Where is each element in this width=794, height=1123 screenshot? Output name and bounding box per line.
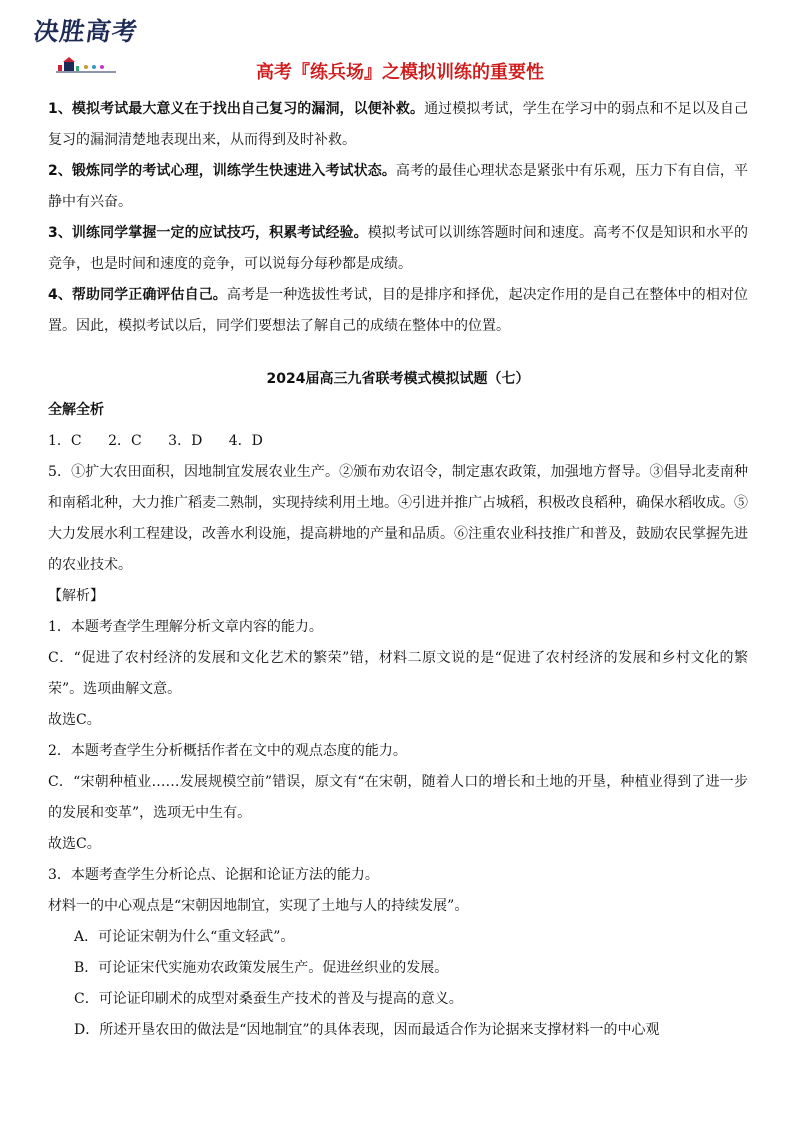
exam-title: 2024届高三九省联考模式模拟试题（七）: [266, 371, 530, 387]
analysis-label: 【解析】: [48, 588, 104, 604]
analysis-line: 3．本题考查学生分析论点、论据和论证方法的能力。: [48, 867, 379, 883]
point-3: [48, 218, 748, 280]
point-4: [48, 280, 748, 342]
analysis-line: 材料一的中心观点是“宋朝因地制宜，实现了土地与人的持续发展”。: [48, 898, 469, 914]
q5-answer: 5．①扩大农田面积，因地制宜发展农业生产。②颁布劝农诏令，制定惠农政策，加强地方督导。③倡导北麦南种和南稻北种，大力推广稻麦二熟制，实现持续利用土地。④引进并推广占城稻，积极改良稻种，确保水稻收成。⑤大力发展水利工程建设，改善水利设施，提高耕地的产量和品质。⑥注重农业科技推广和普及，鼓励农民掌握先进的农业技术。: [48, 464, 748, 573]
option-d: D．所述开垦农田的做法是“因地制宜”的具体表现，因而最适合作为论据来支撑材料一的中心观: [74, 1022, 660, 1038]
point-3-bold: 3、训练同学掌握一定的应试技巧，积累考试经验。: [48, 225, 368, 241]
option-c: C．可论证印刷术的成型对桑蚕生产技术的普及与提高的意义。: [74, 991, 463, 1007]
point-2-text: 高考的最佳心理状态是紧张中有乐观，压力下有自信，平静中有兴奋。: [48, 163, 749, 210]
point-1-text: 通过模拟考试，学生在学习中的弱点和不足以及自己复习的漏洞清楚地表现出来，从而得到及时补救。: [48, 101, 749, 148]
point-4-text: 高考是一种选拔性考试，目的是排序和择优，起决定作用的是自己在整体中的相对位置。因此，模拟考试以后，同学们要想法了解自己的成绩在整体中的位置。: [48, 287, 748, 334]
analysis-line: C．“促进了农村经济的发展和文化艺术的繁荣”错，材料二原文说的是“促进了农村经济的发展和乡村文化的繁荣”。选项曲解文意。: [48, 650, 748, 697]
school-building-icon: [56, 56, 116, 74]
analysis-line: C．“宋朝种植业……发展规模空前”错误，原文有“在宋朝，随着人口的增长和土地的开垦，种植业得到了进一步的发展和变革”，选项无中生有。: [48, 774, 748, 821]
analysis-line: 2．本题考查学生分析概括作者在文中的观点态度的能力。: [48, 743, 407, 759]
option-b: B．可论证宋代实施劝农政策发展生产。促进丝织业的发展。: [74, 960, 449, 976]
point-4-bold: 4、帮助同学正确评估自己。: [48, 287, 227, 303]
point-2-bold: 2、锻炼同学的考试心理，训练学生快速进入考试状态。: [48, 163, 396, 179]
logo-text: 决胜高考: [31, 17, 140, 46]
answer-1: 1．C: [48, 433, 82, 449]
answer-4: 4．D: [228, 433, 263, 449]
answer-2: 2．C: [108, 433, 142, 449]
point-3-text: 模拟考试可以训练答题时间和速度。高考不仅是知识和水平的竞争，也是时间和速度的竞争，可以说每分每秒都是成绩。: [48, 225, 749, 272]
point-1: [48, 94, 748, 156]
option-a: A．可论证宋朝为什么“重文轻武”。: [74, 929, 295, 945]
analysis-line: 故选C。: [48, 836, 101, 852]
page-title: 高考『练兵场』之模拟训练的重要性: [256, 62, 544, 83]
document-body: [48, 94, 748, 1046]
answer-line: [48, 426, 748, 457]
point-2: [48, 156, 748, 218]
analysis-line: 1．本题考查学生理解分析文章内容的能力。: [48, 619, 323, 635]
full-solution-label: 全解全析: [48, 402, 104, 418]
answer-3: 3．D: [168, 433, 203, 449]
analysis-line: 故选C。: [48, 712, 101, 728]
logo: [31, 12, 144, 86]
point-1-bold: 1、模拟考试最大意义在于找出自己复习的漏洞，以便补救。: [48, 101, 425, 117]
